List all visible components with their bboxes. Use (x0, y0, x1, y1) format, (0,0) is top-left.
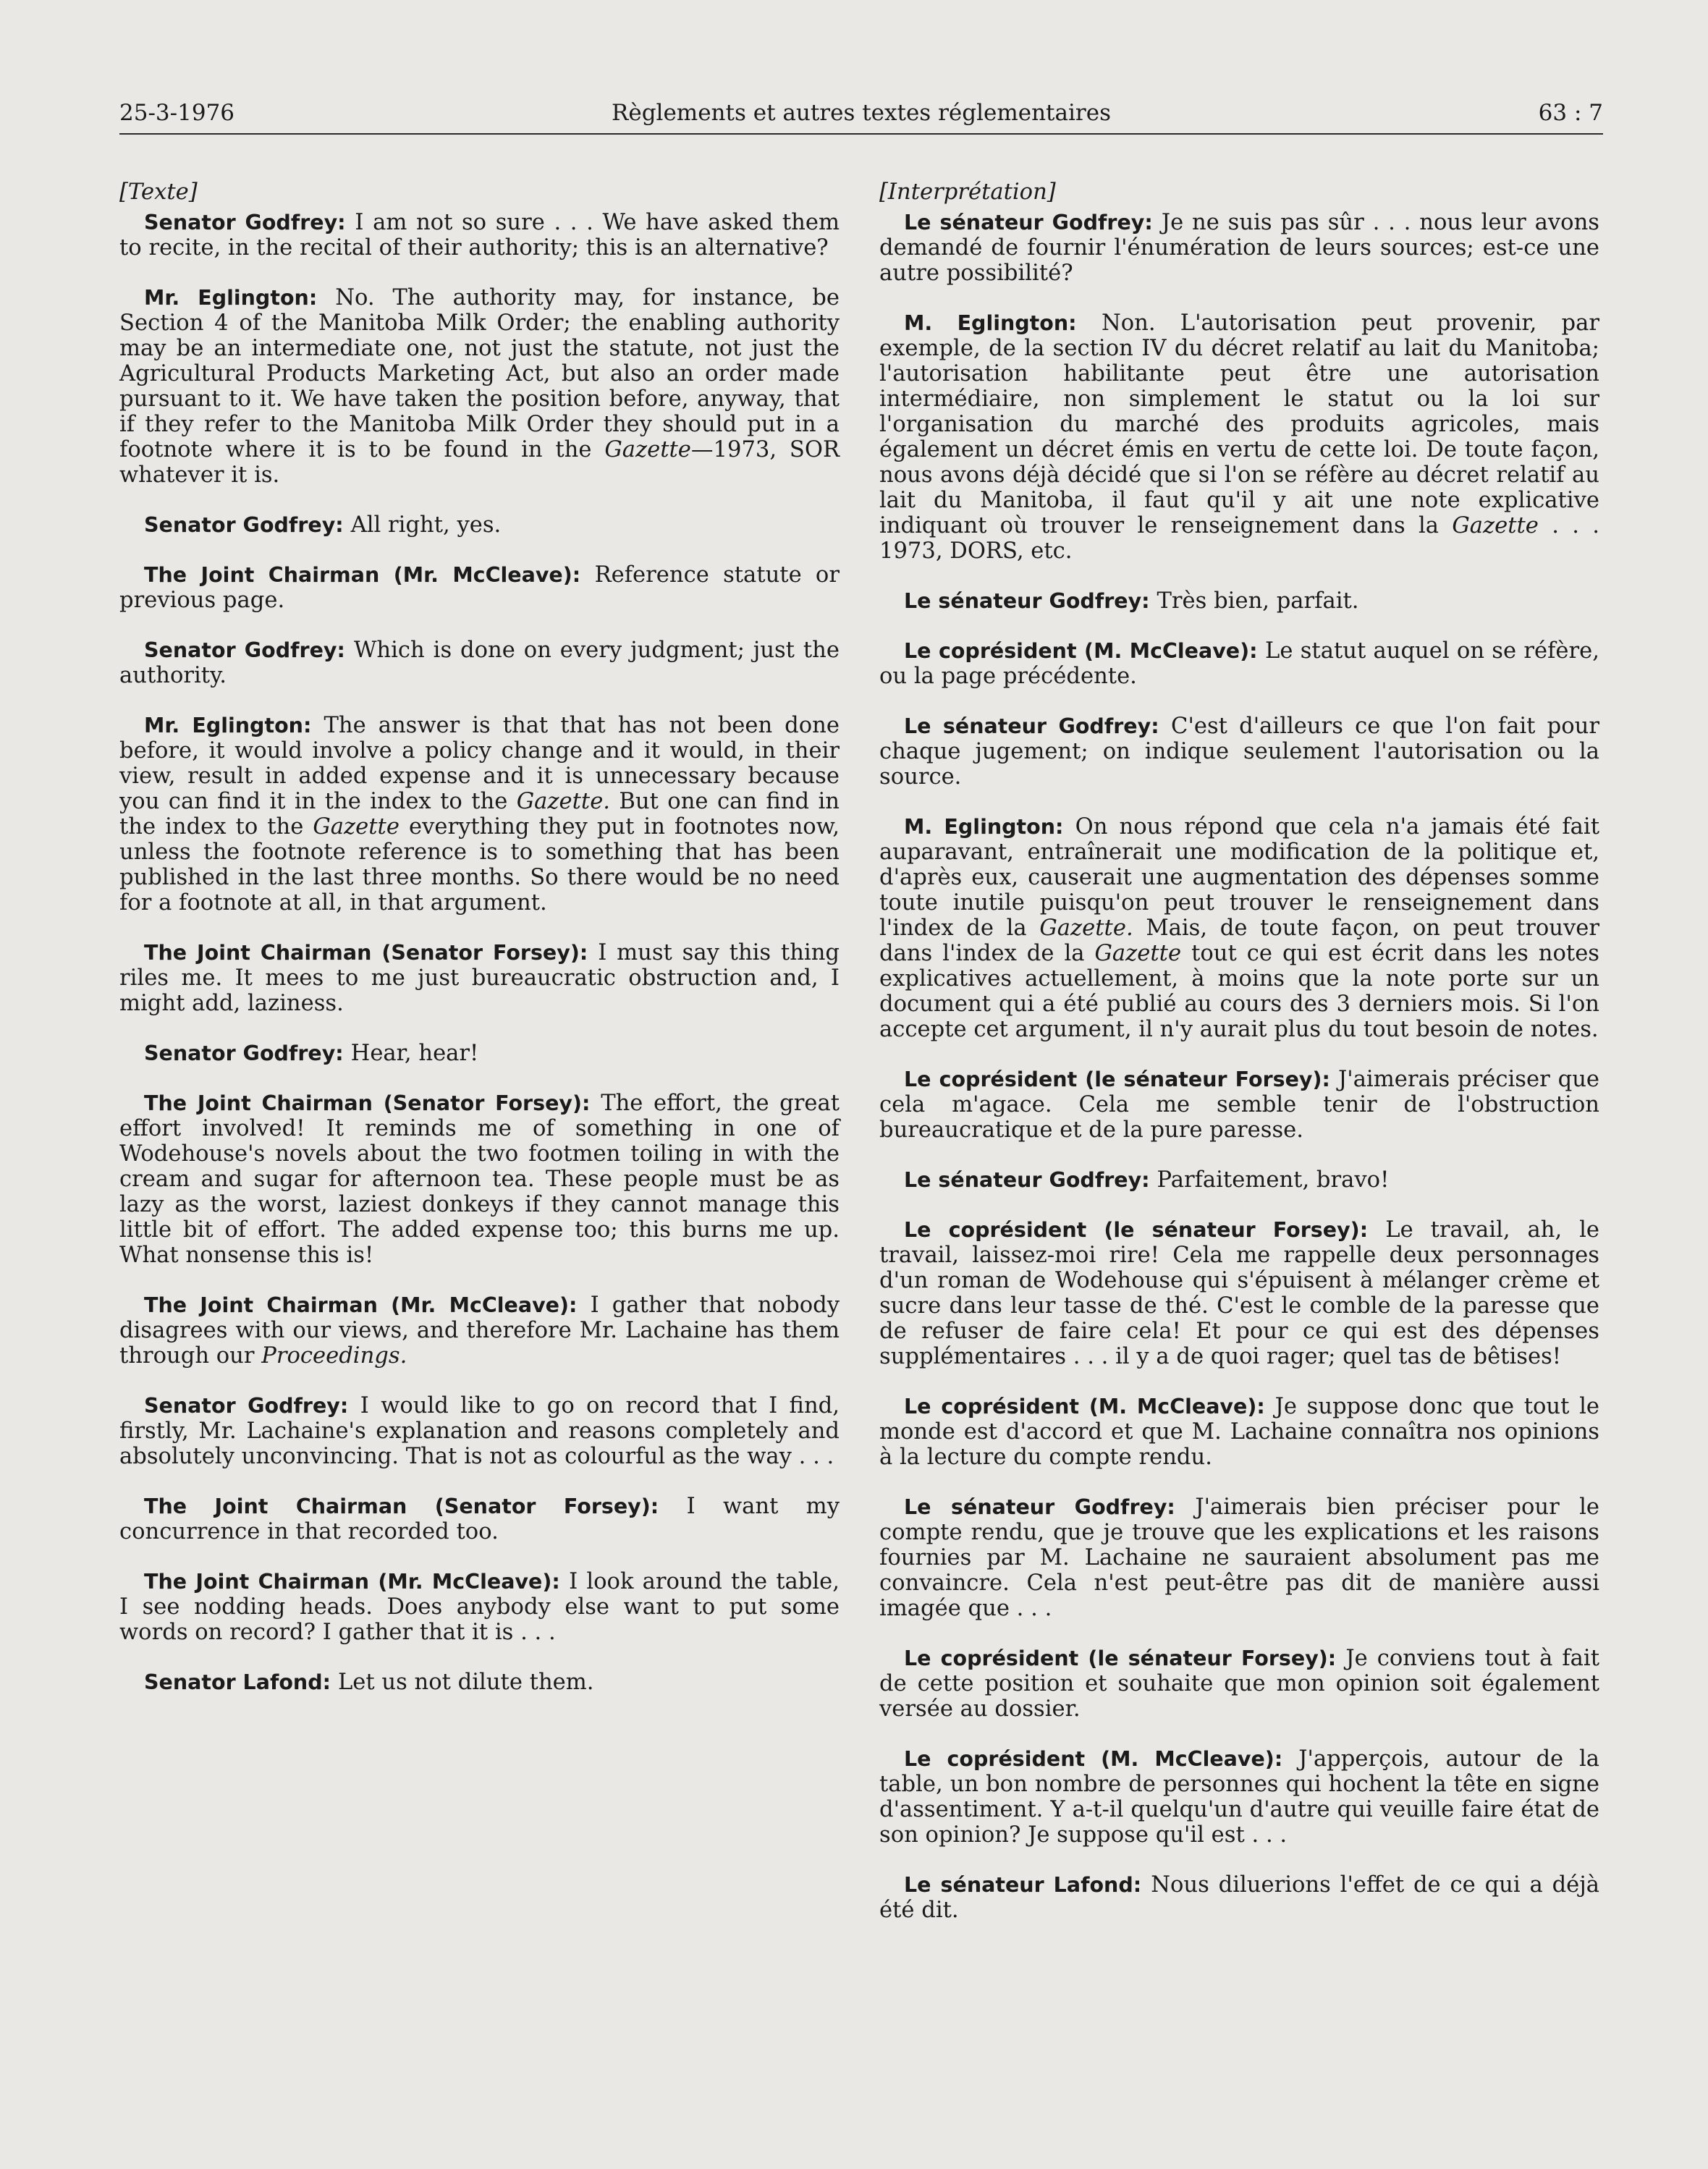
speaker-name: Senator Godfrey: (144, 1394, 349, 1418)
italic-text: Gazette (1452, 513, 1539, 538)
statement-text: All right, yes. (350, 512, 502, 538)
statement-text: I want my concurrence in that recorded too. (119, 1494, 840, 1544)
statement-text: Le travail, ah, le travail, laissez-moi rire! Cela me rappelle deux personnages d'un roman de Wodehouse qui s'épuisent à mélanger crème et sucre dans leur tasse de thé. C'est le comble de la paresse que de refuser de faire cela! Et pour ce qui est des dépenses supplémentaires . . . il y a de quoi rager; quel tas de bêtises! (879, 1217, 1599, 1369)
speaker-name: Senator Godfrey: (144, 513, 344, 537)
speaker-name: M. Eglington: (904, 311, 1077, 335)
italic-text: Gazette (1094, 941, 1182, 966)
transcript-paragraph (119, 1494, 840, 1544)
english-column (119, 179, 840, 1720)
statement-text: I am not so sure . . . We have asked them to recite, in the recital of their authority; this is an alternative? (119, 210, 840, 261)
speaker-name: Le coprésident (le sénateur Forsey): (904, 1218, 1369, 1242)
statement-text: The answer is that that has not been done before, it would involve a policy change and it would, in their view, result in added expense and it is unnecessary because you can find it in the index to the (119, 713, 840, 814)
speaker-name: Le coprésident (le sénateur Forsey): (904, 1067, 1330, 1091)
speaker-name: Le sénateur Godfrey: (904, 1495, 1175, 1519)
statement-text: I gather that nobody disagrees with our views, and therefore Mr. Lachaine has them through our (119, 1293, 840, 1369)
transcript-paragraph (879, 1746, 1599, 1848)
speaker-name: The Joint Chairman (Mr. McCleave): (144, 1293, 578, 1317)
italic-text: Gazette. (1039, 916, 1133, 941)
transcript-paragraph (879, 714, 1599, 790)
transcript-paragraph (879, 588, 1599, 614)
running-header (119, 96, 1603, 135)
statement-text: Le statut auquel on se réfère, ou la page précédente. (879, 638, 1599, 689)
statement-text: On nous répond que cela n'a jamais été fait auparavant, entraînerait une modification de la politique et, d'après eux, causerait une augmentation des dépenses somme toute inutile puisqu'on peut trouver le renseignement dans l'index de la (879, 814, 1599, 941)
speaker-name: Le coprésident (M. McCleave): (904, 1395, 1265, 1418)
speaker-name: Le coprésident (M. McCleave): (904, 1747, 1283, 1771)
header-date: 25-3-1976 (119, 100, 235, 126)
statement-text: J'apperçois, autour de la table, un bon nombre de personnes qui hochent la tête en signe d'assentiment. Y a-t-il quelqu'un d'autre qui veuille faire état de son opinion? Je suppose qu'il est . . . (879, 1746, 1600, 1848)
statement-text: Mais, de toute façon, on peut trouver dans l'index de la (879, 916, 1600, 966)
statement-text: Parfaitement, bravo! (1157, 1167, 1390, 1193)
speaker-name: Le coprésident (M. McCleave): (904, 639, 1258, 663)
statement-text: The effort, the great effort involved! It reminds me of something in one of Wodehouse's novels about the two footmen toiling in with the cream and sugar for afternoon tea. These people must be as lazy as the worst, laziest donkeys if they cannot manage this little bit of effort. The added expense too; this burns me up. What nonsense this is! (119, 1091, 840, 1268)
language-marker: [Texte] (119, 179, 198, 205)
statement-text: —1973, SOR whatever it is. (119, 437, 840, 488)
transcript-paragraph (119, 1670, 840, 1695)
transcript-paragraph (119, 285, 840, 488)
transcript-paragraph (879, 210, 1599, 286)
transcript-paragraph (119, 210, 840, 261)
speaker-name: Le sénateur Godfrey: (904, 1168, 1150, 1192)
statement-text: Non. L'autorisation peut provenir, par exemple, de la section IV du décret relatif au lait du Manitoba; l'autorisation habilitante peut être une autorisation intermédiaire, non simplement le statut ou la loi sur l'organisation du marché des produits agricoles, mais également un décret émis en vertu de cette loi. De toute façon, nous avons déjà décidé que si l'on se réfère au décret relatif au lait du Manitoba, il faut qu'il y ait une note explicative indiquant où trouver le renseignement dans la (879, 310, 1599, 538)
speaker-name: Le sénateur Lafond: (904, 1873, 1142, 1897)
speaker-name: The Joint Chairman (Mr. McCleave): (144, 1570, 560, 1594)
italic-text: Proceedings. (261, 1343, 407, 1369)
speaker-name: The Joint Chairman (Senator Forsey): (144, 941, 588, 965)
transcript-paragraph (879, 1394, 1599, 1470)
speaker-name: Mr. Eglington: (144, 714, 312, 737)
statement-text: I must say this thing riles me. It mees to me just bureaucratic obstruction and, I might add, laziness. (119, 940, 840, 1016)
speaker-name: Senator Godfrey: (144, 211, 346, 234)
transcript-paragraph (119, 512, 840, 538)
statement-text: J'aimerais préciser que cela m'agace. Cela me semble tenir de l'obstruction bureaucratique et de la pure paresse. (879, 1067, 1599, 1143)
italic-text: Gazette (313, 814, 399, 840)
transcript-paragraph (119, 1393, 840, 1469)
transcript-paragraph (119, 1293, 840, 1369)
statement-text: Hear, hear! (350, 1041, 479, 1066)
statement-text: tout ce qui est écrit dans les notes explicatives actuellement, à moins que la note porte sur un document qui a été publié au cours des 3 derniers mois. Si l'on accepte cet argument, il n'y aurait plus du tout besoin de notes. (879, 941, 1600, 1042)
speaker-name: Senator Godfrey: (144, 1041, 344, 1065)
french-column (879, 179, 1599, 1948)
transcript-paragraph (879, 814, 1599, 1042)
transcript-paragraph (119, 1091, 840, 1268)
transcript-paragraph (879, 310, 1599, 564)
transcript-paragraph (879, 1494, 1599, 1621)
speaker-name: M. Eglington: (904, 815, 1064, 839)
speaker-name: Le sénateur Godfrey: (904, 589, 1150, 613)
transcript-paragraph (119, 638, 840, 688)
statement-text: C'est d'ailleurs ce que l'on fait pour chaque jugement; on indique seulement l'autorisation ou la source. (879, 714, 1599, 790)
statement-text: J'aimerais bien préciser pour le compte rendu, que je trouve que les explications et les raisons fournies par M. Lachaine ne sauraient absolument pas me convaincre. Cela n'est peut-être pas dit de manière aussi imagée que . . . (879, 1494, 1599, 1621)
transcript-paragraph (879, 1646, 1599, 1722)
statement-text: . . . 1973, DORS, etc. (879, 513, 1599, 564)
statement-text: Je suppose donc que tout le monde est d'accord et que M. Lachaine connaîtra nos opinions à la lecture du compte rendu. (879, 1394, 1599, 1470)
transcript-paragraph (879, 1872, 1599, 1923)
transcript-paragraph (879, 638, 1599, 689)
statement-text: Which is done on every judgment; just the authority. (119, 638, 840, 688)
statement-text: I would like to go on record that I find, firstly, Mr. Lachaine's explanation and reasons completely and absolutely unconvincing. That is not as colourful as the way . . . (119, 1393, 840, 1469)
statement-text: I look around the table, I see nodding heads. Does anybody else want to put some words on record? I gather that it is . . . (119, 1569, 840, 1645)
statement-text: Je conviens tout à fait de cette position et souhaite que mon opinion soit également versée au dossier. (879, 1646, 1599, 1722)
speaker-name: Senator Lafond: (144, 1670, 331, 1694)
transcript-paragraph (119, 940, 840, 1016)
statement-text: everything they put in footnotes now, unless the footnote reference is to something that has been published in the last three months. So there would be no need for a footnote at all, in that argument. (119, 814, 840, 916)
transcript-paragraph (119, 1569, 840, 1645)
statement-text: No. The authority may, for instance, be Section 4 of the Manitoba Milk Order; the enabling authority may be an intermediate one, not just the statute, not just the Agricultural Products Marketing Act, but also an order made pursuant to it. We have taken the position before, anyway, that if they refer to the Manitoba Milk Order they should put in a footnote where it is to be found in the (119, 285, 840, 462)
speaker-name: Mr. Eglington: (144, 286, 318, 310)
transcript-paragraph (119, 1041, 840, 1066)
transcript-paragraph (119, 713, 840, 916)
header-page-number: 63 : 7 (1538, 100, 1603, 126)
transcript-paragraph (879, 1067, 1599, 1143)
transcript-paragraph (119, 562, 840, 613)
transcript-paragraph (879, 1217, 1599, 1369)
speaker-name: The Joint Chairman (Senator Forsey): (144, 1091, 591, 1115)
header-title: Règlements et autres textes réglementaires (612, 100, 1111, 126)
italic-text: Gazette (604, 437, 691, 462)
speaker-name: The Joint Chairman (Senator Forsey): (144, 1494, 659, 1518)
transcript-paragraph (879, 1167, 1599, 1193)
speaker-name: Le coprésident (le sénateur Forsey): (904, 1646, 1337, 1670)
speaker-name: Le sénateur Godfrey: (904, 714, 1159, 738)
speaker-name: Senator Godfrey: (144, 638, 345, 662)
statement-text: Je ne suis pas sûr . . . nous leur avons demandé de fournir l'énumération de leurs sources; est-ce une autre possibilité? (879, 210, 1599, 286)
speaker-name: The Joint Chairman (Mr. McCleave): (144, 563, 581, 587)
statement-text: Très bien, parfait. (1157, 588, 1359, 614)
italic-text: Gazette. (516, 789, 611, 814)
statement-text: Nous diluerions l'effet de ce qui a déjà été dit. (879, 1872, 1599, 1923)
language-marker: [Interprétation] (879, 179, 1056, 205)
statement-text: Let us not dilute them. (337, 1670, 594, 1695)
speaker-name: Le sénateur Godfrey: (904, 211, 1153, 234)
statement-text: Reference statute or previous page. (119, 562, 840, 613)
statement-text: But one can find in the index to the (119, 789, 840, 840)
